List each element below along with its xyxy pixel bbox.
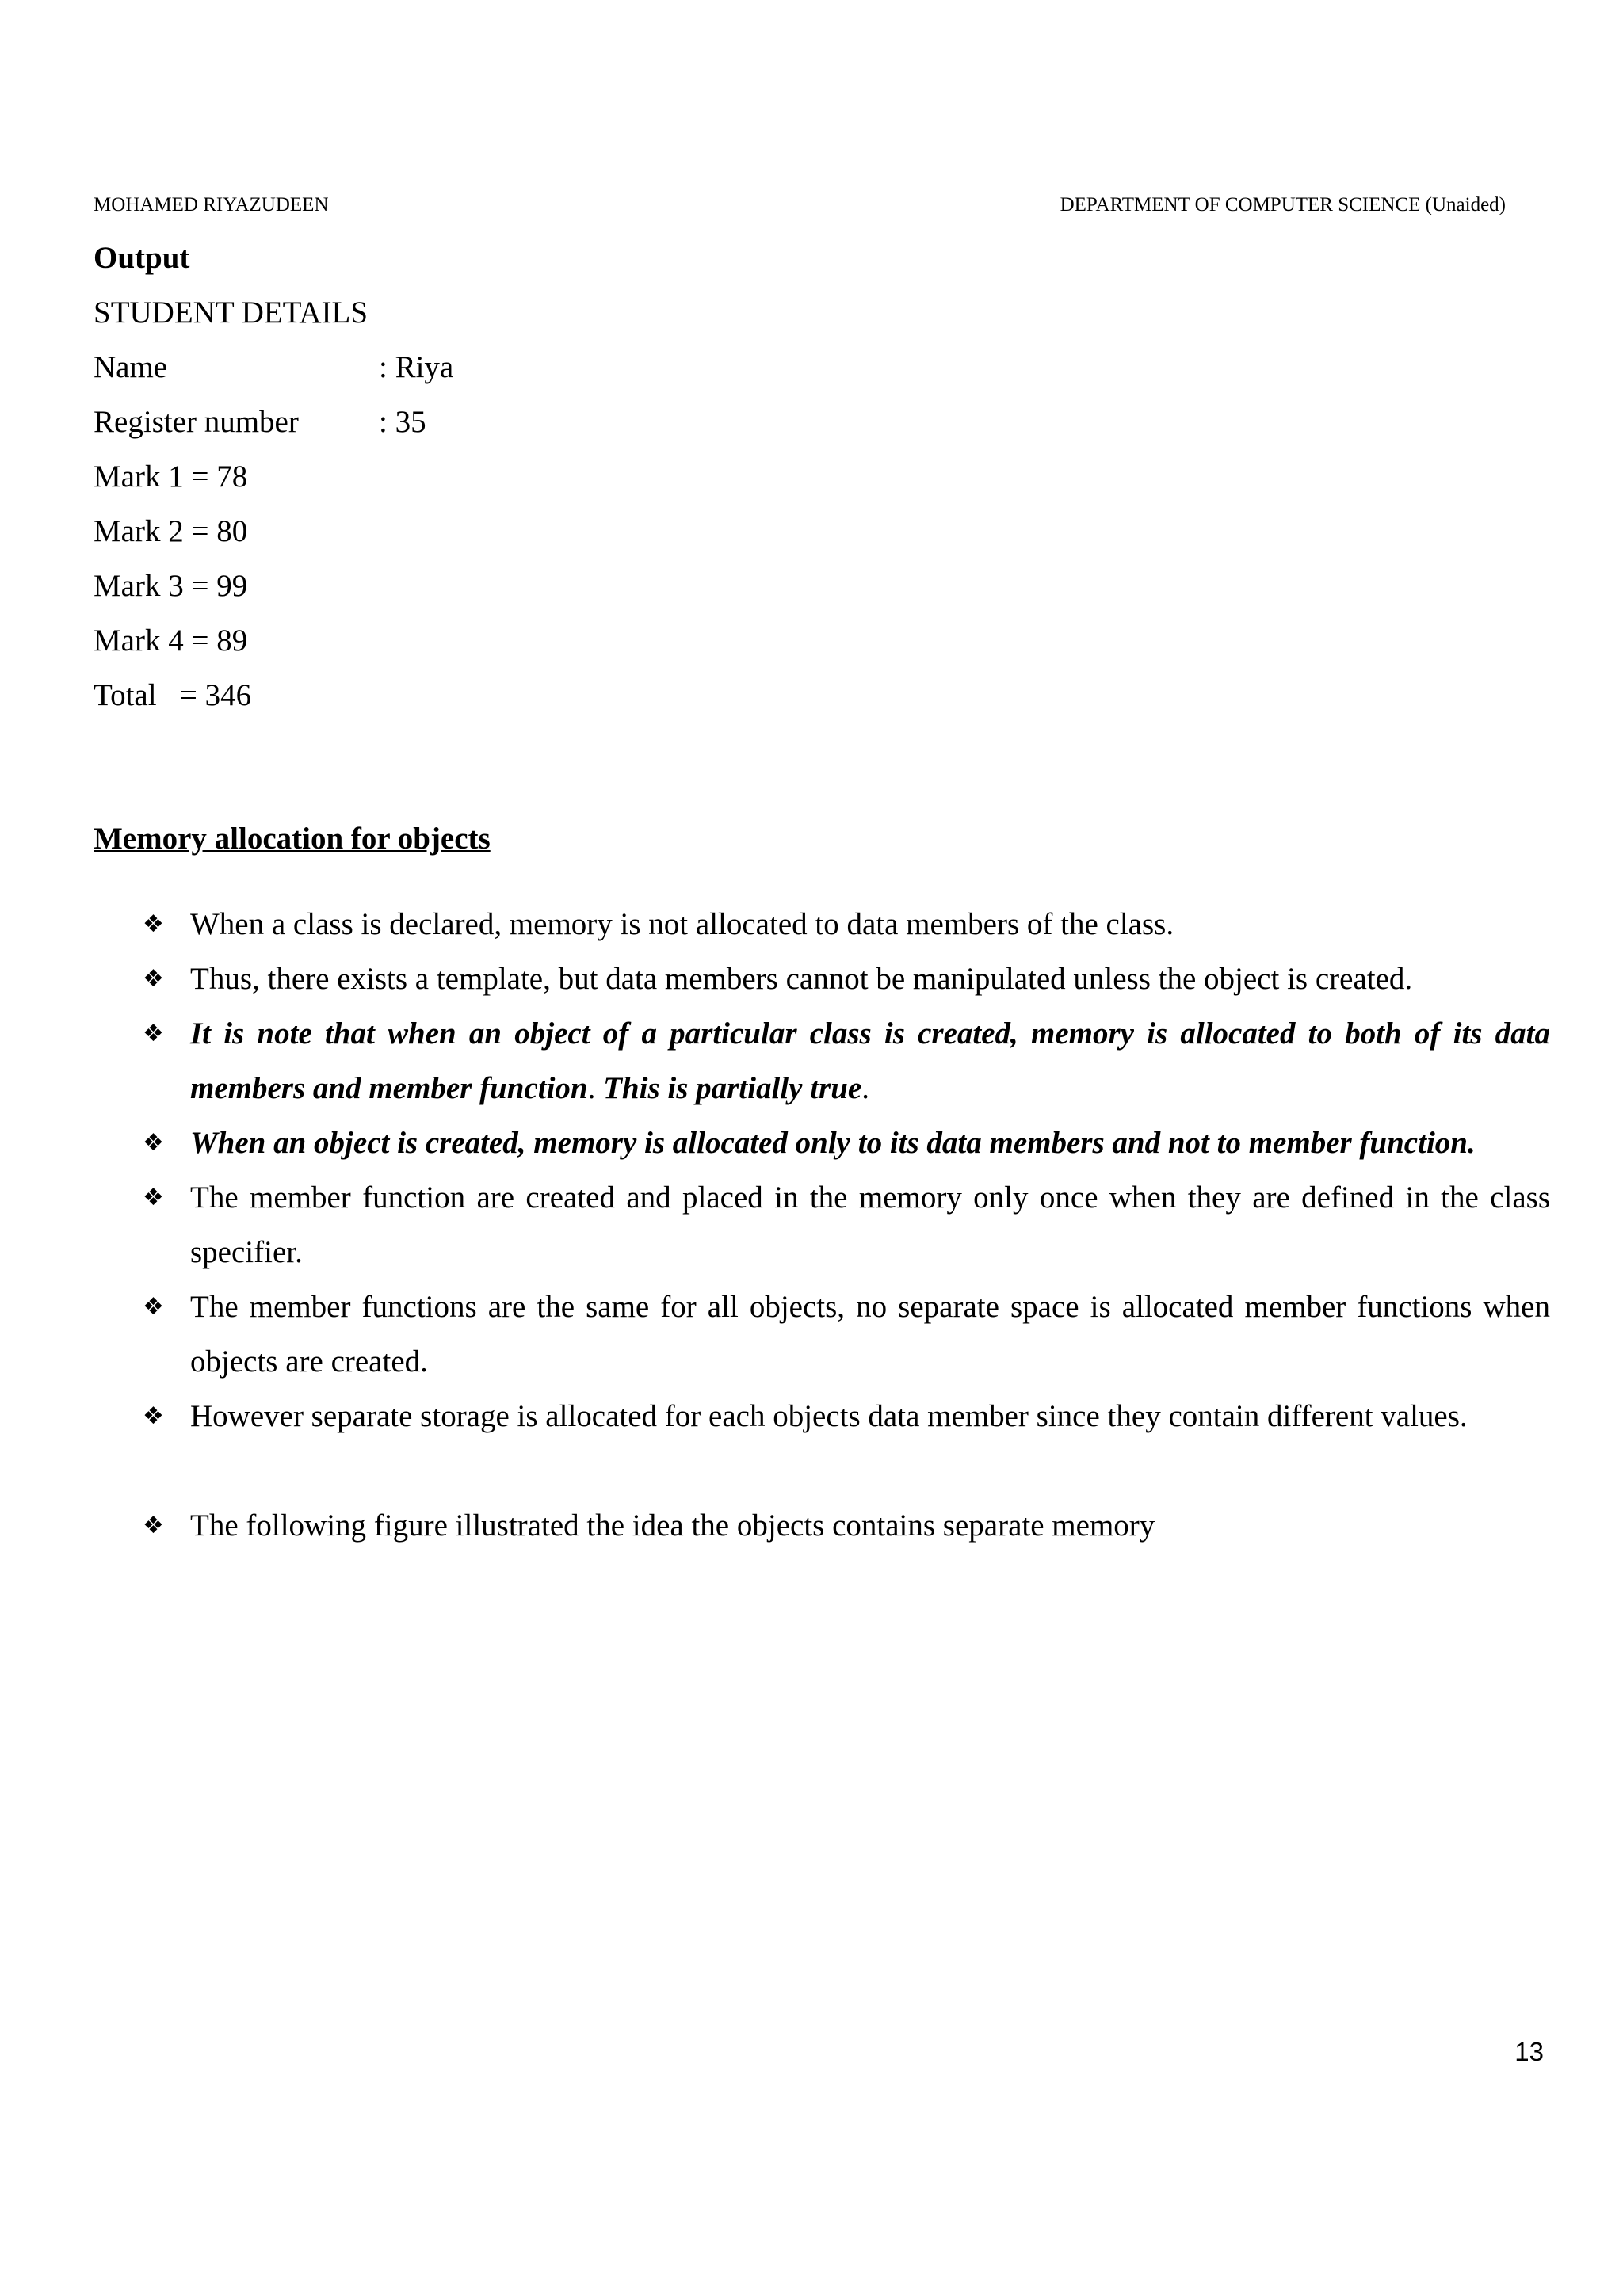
list-item: [143, 952, 1550, 1006]
mark-row: Mark 1 = 78: [94, 460, 248, 494]
list-item: [143, 1498, 1550, 1553]
bullet-text-bold-italic: This is partially true: [603, 1071, 862, 1105]
four-diamond-bullet-icon: ❖: [143, 1512, 164, 1539]
list-item: [143, 897, 1550, 952]
four-diamond-bullet-icon: ❖: [143, 1184, 164, 1211]
four-diamond-bullet-icon: ❖: [143, 1020, 164, 1047]
student-details-title: STUDENT DETAILS: [94, 296, 369, 330]
bullet-text: The following figure illustrated the idea the objects contains separate memory: [190, 1508, 1155, 1543]
total-row: Total = 346: [94, 678, 252, 712]
four-diamond-bullet-icon: ❖: [143, 1129, 164, 1157]
four-diamond-bullet-icon: ❖: [143, 1402, 164, 1430]
name-label: Name: [94, 350, 168, 384]
bullet-list: [143, 897, 1550, 1553]
section-heading: Memory allocation for objects: [94, 822, 491, 856]
bullet-separator: .: [861, 1071, 869, 1105]
bullet-text-bold-italic: When an object is created, memory is allocated only to its data members and not to member function.: [190, 1126, 1476, 1160]
header-author: MOHAMED RIYAZUDEEN: [94, 194, 329, 215]
bullet-text: The member function are created and placed in the memory only once when they are defined in the class specifier.: [190, 1180, 1550, 1269]
list-item: [143, 1280, 1550, 1389]
bullet-separator: .: [587, 1071, 604, 1105]
output-section: [94, 242, 1520, 734]
list-item: [143, 1116, 1550, 1170]
list-item: [143, 1006, 1550, 1116]
bullet-text: Thus, there exists a template, but data members cannot be manipulated unless the object is created.: [190, 962, 1413, 996]
list-spacer: [143, 1444, 1550, 1498]
mark-row: Mark 4 = 89: [94, 624, 248, 658]
page-number: 13: [1514, 2037, 1544, 2066]
name-row: [94, 351, 1520, 406]
bullet-text: The member functions are the same for all objects, no separate space is allocated member functions when objects are created.: [190, 1290, 1550, 1379]
register-label: Register number: [94, 405, 299, 439]
list-item: [143, 1170, 1550, 1280]
mark-row: Mark 3 = 99: [94, 569, 248, 603]
four-diamond-bullet-icon: ❖: [143, 1293, 164, 1321]
four-diamond-bullet-icon: ❖: [143, 910, 164, 938]
mark-row: Mark 2 = 80: [94, 514, 248, 548]
four-diamond-bullet-icon: ❖: [143, 965, 164, 993]
register-row: [94, 406, 1520, 460]
bullet-text-bold-italic: It is note that when an object of a particular class is created, memory is allocated to both of its data members and member function: [190, 1016, 1550, 1105]
bullet-text: However separate storage is allocated for each objects data member since they contain different values.: [190, 1399, 1468, 1433]
header-department: DEPARTMENT OF COMPUTER SCIENCE (Unaided): [1060, 194, 1506, 215]
name-value: : Riya: [379, 350, 454, 384]
register-value: : 35: [379, 405, 426, 439]
list-item: [143, 1389, 1550, 1444]
output-heading: Output: [94, 241, 190, 275]
bullet-text: When a class is declared, memory is not allocated to data members of the class.: [190, 907, 1174, 941]
